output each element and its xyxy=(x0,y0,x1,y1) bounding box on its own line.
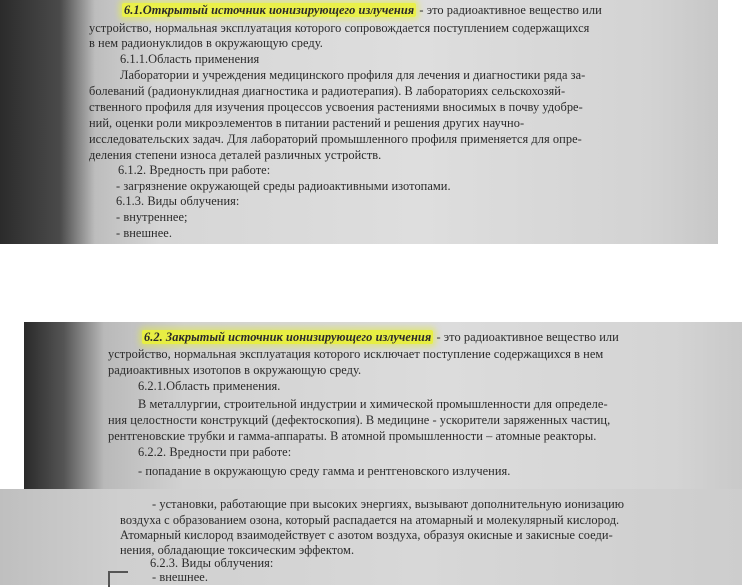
text-line: В металлургии, строительной индустрии и химической промышленности для определе- xyxy=(138,397,608,411)
text-line: ний, оценки роли микроэлементов в питании растений и решения других научно- xyxy=(89,116,525,130)
text-line: ния целостности конструкций (дефектоскопия). В медицине - ускорители заряженных частиц, xyxy=(108,413,611,427)
list-item: - загрязнение окружающей среды радиоактивными изотопами. xyxy=(116,179,451,193)
text-line: в нем радионуклидов в окружающую среду. xyxy=(89,36,323,50)
text-line: ственного профиля для изучения процессов усвоения растениями вносимых в почву удобре- xyxy=(89,100,583,114)
document-photo-section-6-1 xyxy=(0,0,718,244)
subsection-heading: 6.1.3. Виды облучения: xyxy=(116,194,240,208)
list-item: - попадание в окружающую среду гамма и рентгеновского излучения. xyxy=(138,464,511,478)
text-line: Лаборатории и учреждения медицинского профиля для лечения и диагностики ряда за- xyxy=(120,68,586,82)
text-line: рентгеновские трубки и гамма-аппараты. В атомной промышленности – атомные реакторы. xyxy=(108,429,597,443)
text-line: деления степени износа деталей различных устройств. xyxy=(89,148,382,162)
text-line: Атомарный кислород взаимодействует с азотом воздуха, образуя окисные и закисные соеди- xyxy=(120,528,613,542)
subsection-heading: 6.2.2. Вредности при работе: xyxy=(138,445,292,459)
text-line: нения, обладающие токсическим эффектом. xyxy=(120,543,355,557)
list-item: - внутреннее; xyxy=(116,210,188,224)
highlighted-heading: 6.2. Закрытый источник ионизирующего излучения xyxy=(144,330,432,344)
subsection-heading: 6.1.2. Вредность при работе: xyxy=(118,163,271,177)
list-item: - установки, работающие при высоких энергиях, вызывают дополнительную ионизацию xyxy=(152,497,625,511)
heading-continuation: - это радиоактивное вещество или xyxy=(433,330,619,344)
heading-continuation: - это радиоактивное вещество или xyxy=(416,3,602,17)
list-item: - внешнее. xyxy=(116,226,172,240)
text-line: радиоактивных изотопов в окружающую среду. xyxy=(108,363,362,377)
subsection-heading: 6.2.1.Область применения. xyxy=(138,379,281,393)
text-line: болеваний (радионуклидная диагностика и радиотерапия). В лабораториях сельскохозяй- xyxy=(89,84,566,98)
section-6-2-heading-line xyxy=(142,330,619,345)
list-item: - внешнее. xyxy=(152,570,208,584)
section-6-1-heading-line xyxy=(122,3,602,18)
subsection-heading: 6.1.1.Область применения xyxy=(120,52,260,66)
text-line: устройство, нормальная эксплуатация которого сопровождается поступлением содержащихся xyxy=(89,21,590,35)
text-line: исследовательских задач. Для лабораторий промышленного профиля применяется для опре- xyxy=(89,132,582,146)
subsection-heading: 6.2.3. Виды облучения: xyxy=(150,556,274,570)
document-photo-section-6-2 xyxy=(24,322,742,489)
highlighted-heading: 6.1.Открытый источник ионизирующего излучения xyxy=(124,3,415,17)
text-line: воздуха с образованием озона, который распадается на атомарный и молекулярный кислород. xyxy=(120,513,620,527)
text-line: устройство, нормальная эксплуатация которого исключает поступление содержащихся в нем xyxy=(108,347,604,361)
